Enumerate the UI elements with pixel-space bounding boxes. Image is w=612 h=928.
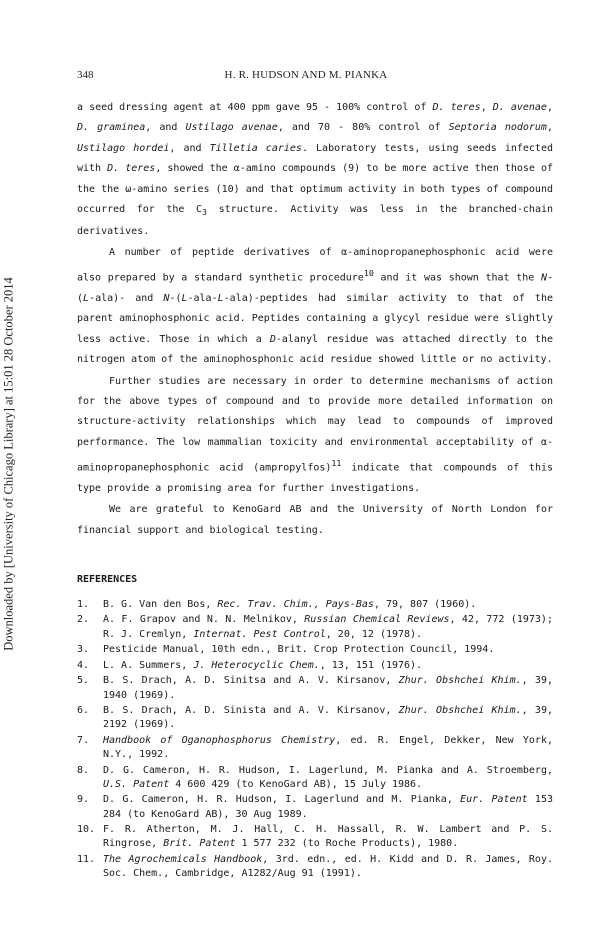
text-run: -( [77, 272, 554, 304]
reference-number: 8. [77, 764, 90, 776]
paragraph [77, 500, 553, 541]
subscript: 3 [202, 207, 208, 218]
italic-text: D. teres [432, 102, 481, 113]
text-run: L. A. Summers, [103, 659, 194, 671]
page-number: 348 [77, 69, 94, 81]
italic-text: Zhur. Obshchei Khim. [398, 675, 522, 687]
italic-text: Zhur. Obshchei Khim. [398, 705, 522, 717]
italic-text: Brit. Patent [163, 838, 236, 850]
reference-number: 10. [77, 824, 96, 836]
reference-text [103, 853, 553, 882]
text-run: B. G. Van den Bos, [103, 599, 218, 610]
reference-item [77, 643, 553, 657]
reference-item [77, 704, 553, 733]
reference-number: 1. [77, 599, 90, 610]
reference-item [77, 853, 553, 882]
reference-number: 2. [77, 614, 90, 626]
italic-text: D [269, 333, 276, 345]
text-run: , and 70 - 80% control of [277, 122, 449, 134]
reference-text [103, 598, 553, 612]
text-run: , ed. R. Engel, Dekker, New York, N.Y., 1992. [103, 734, 553, 761]
text-run: , [546, 102, 553, 113]
paragraph [77, 98, 553, 243]
download-watermark [0, 0, 18, 928]
text-run: , and [145, 122, 186, 134]
reference-item [77, 613, 553, 642]
reference-item [77, 734, 553, 763]
reference-item [77, 793, 553, 822]
text-run: Further studies are necessary in order to determine mechanisms of action for the above types of compound and to provide more detailed information on structure-activity relationships which may lead to compounds of improved performance. The low mammalian toxicity and environmental acceptability of α-aminopropanephosphonic acid (ampropylfos) [77, 375, 553, 474]
italic-text: Septoria nodorum [448, 122, 547, 134]
paragraph [77, 372, 553, 500]
reference-item [77, 764, 553, 793]
text-run: B. S. Drach, A. D. Sinitsa and A. V. Kirsanov, [103, 675, 399, 687]
text-run: A number of peptide derivatives of α-aminopropanephosphonic acid were also prepared by a standard synthetic procedure [77, 246, 553, 284]
italic-text: D. teres [107, 163, 156, 175]
text-run: a seed dressing agent at 400 ppm gave 95 - 100% control of [77, 102, 433, 113]
text-run: 4 600 429 (to KenoGard AB), 15 July 1986. [169, 778, 423, 790]
italic-text: Tilletia caries [209, 142, 302, 154]
reference-item [77, 659, 553, 673]
reference-text [103, 823, 553, 852]
reference-item [77, 598, 553, 612]
reference-number: 9. [77, 794, 90, 806]
text-run: , showed the α-amino compounds (9) to be more active then those of the the ω-amino series (10) and that optimum activity in both types of compound occurred for the C [77, 163, 554, 216]
reference-text [103, 734, 553, 763]
text-run: D. G. Cameron, H. R. Hudson, I. Lagerlund and M. Pianka, [103, 794, 461, 806]
reference-text [103, 674, 553, 703]
italic-text: Ustilago hordei [77, 142, 170, 154]
text-run: , 20, 12 (1978). [325, 628, 423, 640]
italic-text: Eur. Patent [460, 794, 528, 806]
italic-text: D. avenae [492, 102, 547, 113]
text-run: -alanyl residue was attached directly to the nitrogen atom of the aminophosphonic acid residue showed little or no activity. [77, 333, 553, 366]
italic-text: Handbook of Oganophosphorus Chemistry [103, 734, 336, 746]
text-run: and it was shown that the [373, 272, 541, 284]
citation-superscript: 11 [331, 458, 342, 469]
italic-text: N [163, 292, 170, 304]
italic-text: Internat. Pest Control [193, 628, 326, 640]
italic-text: J. Heterocyclic Chem. [193, 659, 320, 671]
reference-item [77, 823, 553, 852]
text-run: , [480, 102, 493, 113]
reference-number: 5. [77, 675, 90, 687]
reference-number: 4. [77, 659, 90, 671]
text-run: , [546, 122, 553, 134]
italic-text: L [83, 292, 90, 304]
italic-text: L [217, 292, 224, 304]
body-text [77, 98, 553, 541]
reference-text [103, 704, 553, 733]
text-run: B. S. Drach, A. D. Sinista and A. V. Kirsanov, [103, 705, 399, 717]
text-run: A. F. Grapov and N. N. Melnikov, [103, 614, 305, 626]
italic-text: U.S. Patent [103, 778, 170, 790]
italic-text: Russian Chemical Reviews [304, 614, 450, 626]
references-heading: REFERENCES [77, 574, 138, 585]
page-header [0, 69, 612, 83]
text-run: -ala)-peptides had similar activity to that of the parent aminophosphonic acid. Peptides containing a glycyl residue were slightly less active. Those in which a [77, 292, 553, 345]
text-run: indicate that compounds of this type provide a promising area for further investigations. [77, 462, 553, 494]
italic-text: N [540, 272, 547, 284]
text-run: , 3rd. edn., ed. H. Kidd and D. R. James, Roy. Soc. Chem., Cambridge, A1282/Aug 91 (1991). [103, 853, 553, 880]
text-run: structure. Activity was less in the branched-chain derivatives. [77, 204, 554, 238]
text-run: Pesticide Manual, 10th edn., Brit. Crop Protection Council, 1994. [103, 644, 495, 656]
text-run: , 13, 151 (1976). [319, 659, 423, 671]
italic-text: L [181, 292, 188, 304]
text-run: 1 577 232 (to Roche Products), 1980. [235, 838, 459, 850]
text-run: We are grateful to KenoGard AB and the University of North London for financial support and biological testing. [77, 504, 553, 536]
text-run: F. R. Atherton, M. J. Hall, C. H. Hassall, R. W. Lambert and P. S. Ringrose, [103, 824, 553, 850]
paragraph [77, 243, 553, 371]
reference-number: 6. [77, 705, 90, 717]
italic-text: D. graminea [77, 122, 146, 134]
text-run: -ala)- and [89, 292, 164, 304]
italic-text: The Agrochemicals Handbook [103, 853, 263, 865]
text-run: , 42, 772 (1973); R. J. Cremlyn, [103, 614, 553, 640]
download-notice: Downloaded by [University of Chicago Library] at 15:01 28 October 2014 [1, 277, 16, 651]
reference-text [103, 764, 553, 793]
text-run: , and [169, 142, 210, 154]
running-head: H. R. HUDSON AND M. PIANKA [224, 69, 388, 81]
reference-number: 3. [77, 644, 90, 656]
text-run: 153 284 (to KenoGard AB), 30 Aug 1989. [103, 794, 553, 820]
italic-text: Ustilago avenae [185, 122, 278, 134]
text-run: . Laboratory tests, using seeds infected with [77, 142, 553, 175]
text-run: , 39, 1940 (1969). [103, 675, 553, 701]
reference-text [103, 613, 553, 642]
text-run: D. G. Cameron, H. R. Hudson, I. Lagerlund, M. Pianka and A. Stroemberg, [103, 764, 553, 776]
reference-text [103, 793, 553, 822]
text-run: , 79, 807 (1960). [373, 599, 477, 610]
reference-item [77, 674, 553, 703]
text-run: -( [169, 292, 182, 304]
reference-text [103, 643, 553, 657]
text-run: , 39, 2192 (1969). [103, 705, 553, 731]
reference-list [77, 598, 553, 883]
reference-number: 7. [77, 734, 90, 746]
reference-text [103, 659, 553, 673]
citation-superscript: 10 [363, 268, 374, 279]
text-run: -ala- [187, 292, 218, 304]
italic-text: Rec. Trav. Chim., Pays-Bas [217, 599, 374, 610]
reference-number: 11. [77, 853, 96, 865]
